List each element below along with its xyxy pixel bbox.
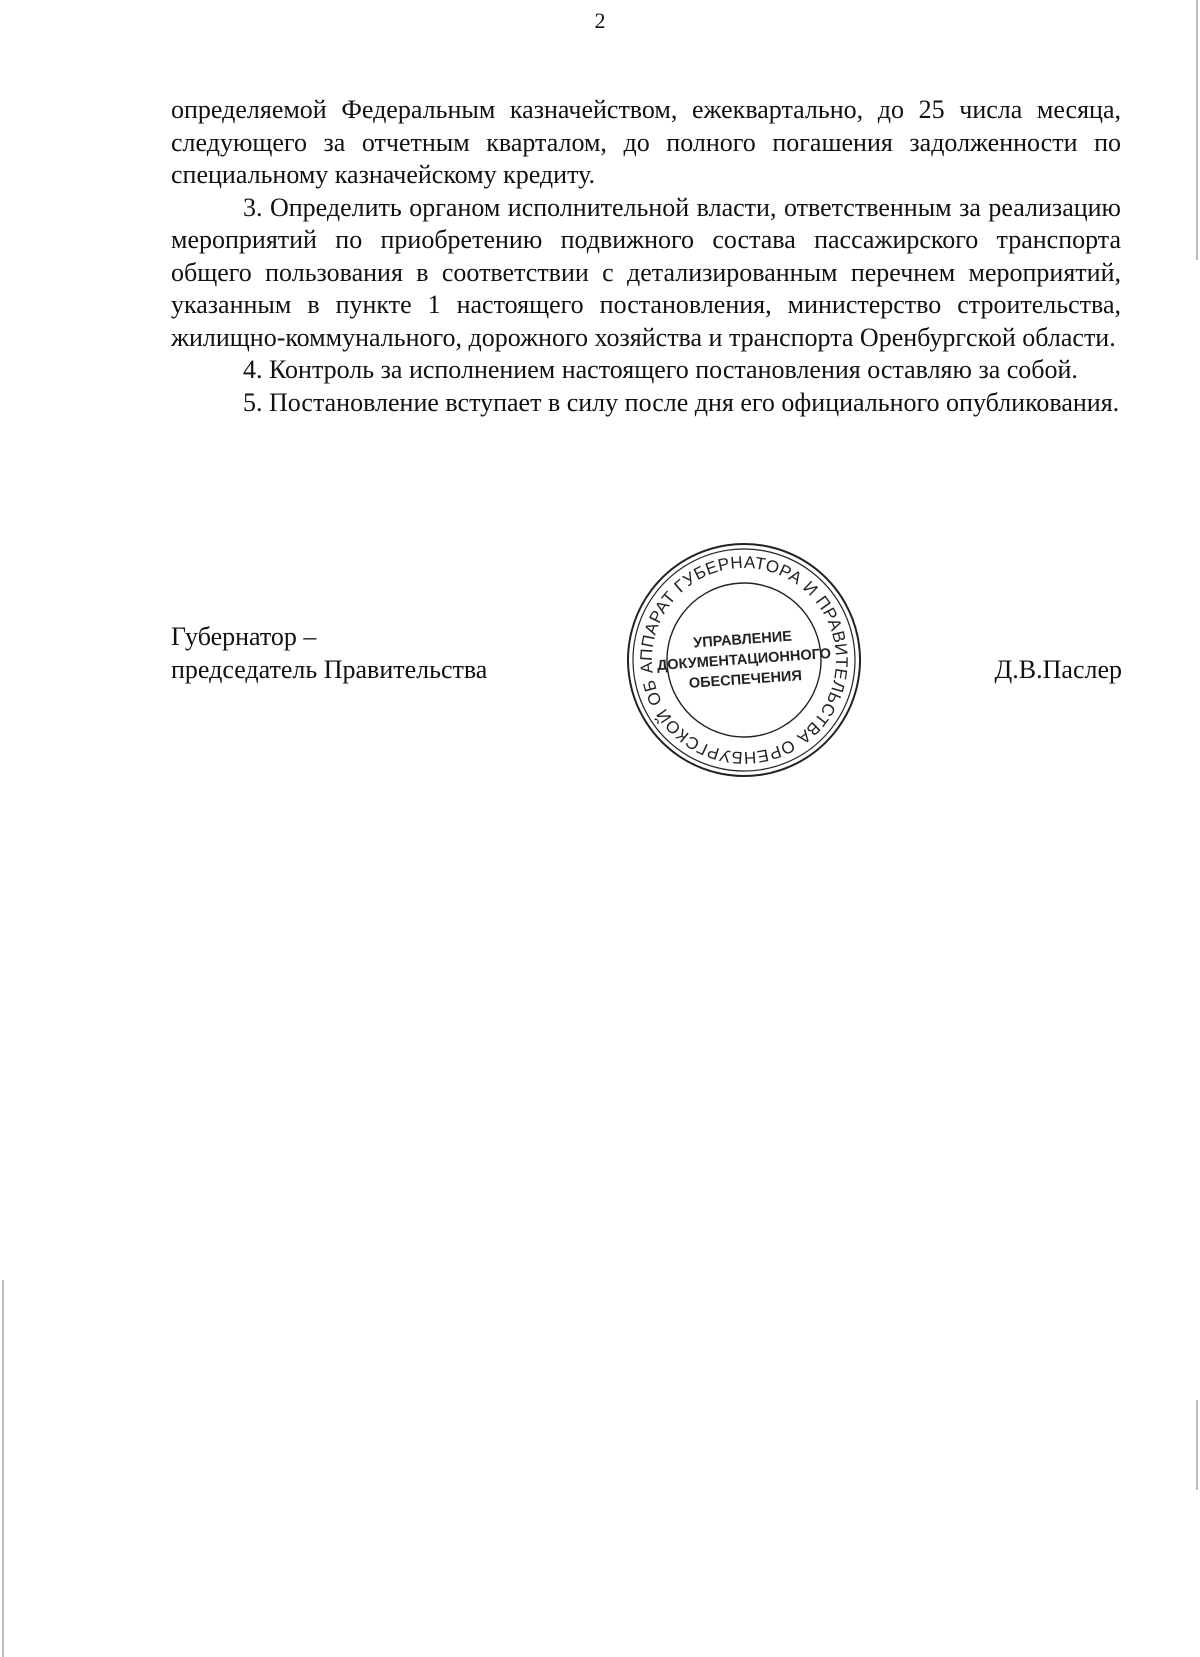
official-seal-stamp: [624, 540, 864, 780]
scan-edge-mark-left: [2, 1280, 4, 1657]
signatory-title-line-2: председатель Правительства: [171, 655, 488, 684]
seal-center-line-3: ОБЕСПЕЧЕНИЯ: [688, 668, 803, 692]
scan-edge-mark-right: [1196, 0, 1198, 260]
paragraph-item-5: 5. Постановление вступает в силу после дня его официального опубликования.: [243, 387, 1120, 417]
scan-edge-mark-right-lower: [1196, 1400, 1198, 1490]
document-body: [171, 94, 1121, 419]
signatory-title-line-1: Губернатор –: [171, 622, 317, 651]
page-number: 2: [594, 8, 606, 33]
signatory-title: [171, 620, 487, 686]
seal-graphic: [624, 540, 864, 780]
seal-center-line-2: ДОКУМЕНТАЦИОННОГО: [656, 645, 832, 675]
paragraph-item-4: 4. Контроль за исполнением настоящего постановления оставляю за собой.: [243, 355, 1078, 384]
signatory-name: Д.В.Паслер: [994, 655, 1122, 684]
paragraph-item-3: 3. Определить органом исполнительной власти, ответственным за реализацию мероприятий по приобретению подвижного состава пассажирского транспорта общего пользования в соответствии с детализированным перечнем мероприятий, указанным в пункте 1 настоящего постановления, министерство строительства, жилищно-коммунального, дорожного хозяйства и транспорта Оренбургской области.: [171, 192, 1121, 352]
seal-center-line-1: УПРАВЛЕНИЕ: [692, 628, 793, 652]
paragraph-continuation: определяемой Федеральным казначейством, ежеквартально, до 25 числа месяца, следующего за отчетным кварталом, до полного погашения задолженности по специальному казначейскому кредиту.: [171, 95, 1121, 189]
seal-ring-text-path: АППАРАТ ГУБЕРНАТОРА И ПРАВИТЕЛЬСТВА ОРЕНБУРГСКОЙ ОБЛАСТИ: [636, 552, 852, 768]
